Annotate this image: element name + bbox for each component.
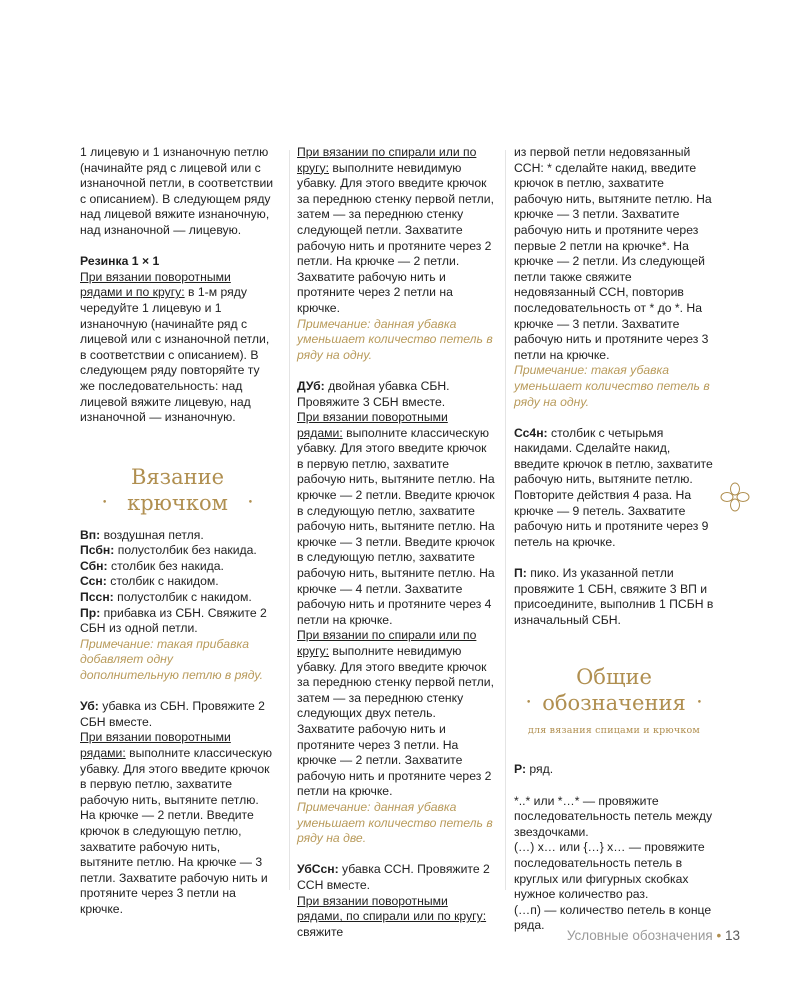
symbol-count: (…п) — количество петель в конце ряда.	[514, 902, 712, 933]
def-text: убавка из СБН. Провяжите 2 СБН вместе.	[80, 699, 265, 729]
rib-condition: При вязании поворотными рядами и по кругу:	[80, 269, 231, 300]
heading-line-1: Вязание	[130, 464, 225, 489]
column-3	[514, 145, 714, 934]
def-text: прибавка из СБН. Свяжите 2 СБН из одной петли.	[80, 605, 267, 636]
page-footer	[540, 928, 740, 943]
footer-bullet: •	[716, 928, 722, 943]
ub-paragraph	[80, 730, 275, 917]
def-term: Сбн:	[80, 558, 108, 573]
ub-body: выполните классическую убавку. Для этого введите крючок в первую петлю, захватите рабочую нить, вытяните петлю. На крючке — 2 петли. Введите крючок в следующую петлю, захватите рабочую нить, вытяните петлю. На крючке — 3 петли. Захватите рабочую нить и протяните через 3 петли на крючке.	[80, 746, 272, 916]
def-term: Пссн:	[80, 590, 114, 605]
heading-line-1: Общие	[576, 665, 652, 690]
ub-condition: При вязании поворотными рядами:	[80, 730, 231, 760]
column-1	[80, 145, 275, 918]
heading-line-2: крючком	[127, 490, 228, 515]
rib-intro-text: 1 лицевую и 1 изнаночную петлю (начинайте ряд с лицевой или с изнаночной петли, в соответствии с описанием). В следующем ряду над лицевой вяжите изнаночную, над изнаночной — лицевую.	[80, 145, 274, 237]
dub-body: выполните классическую убавку. Для этого введите крючок в первую петлю, захватите рабочую нить, вытяните петлю. На крючке — 2 петли. Введите крючок в следующую петлю, захватите рабочую нить, вытяните петлю. На крючке — 3 петли. Введите крючок в следующую петлю, захватите рабочую нить, вытяните петлю. На крючке — 4 петли. Захватите рабочую нить и протяните через 4 петли на крючке.	[297, 425, 495, 627]
ubssn-paragraph	[297, 894, 495, 941]
rib-title: Резинка 1 × 1	[80, 254, 160, 269]
def-term: Пр:	[80, 605, 101, 620]
footer-section-title: Условные обозначения	[566, 928, 713, 943]
heading-dot-left: •	[526, 698, 532, 709]
def-dub	[297, 379, 495, 410]
spiral-condition: При вязании по спирали или по кругу:	[297, 145, 477, 175]
spiral-note-2: Примечание: данная убавка уменьшает количество петель в ряду на две.	[297, 799, 493, 846]
spiral-text: выполните невидимую убавку. Для этого введите крючок за переднюю стенку первой петли, затем — за переднюю стенку следующей петли. Захватите рабочую нить и протяните через 2 петли. На крючке — 2 петли. Захватите рабочую нить и протяните через 2 петли на крючке.	[297, 160, 494, 315]
ubssn-condition: При вязании поворотными рядами, по спирали или по кругу:	[297, 893, 487, 924]
spiral-note-1: Примечание: данная убавка уменьшает количество петель в ряду на одну.	[297, 316, 493, 362]
def-text: двойная убавка СБН. Провяжите 3 СБН вместе.	[297, 378, 450, 409]
def-ssn	[80, 574, 275, 590]
symbol-asterisk: *..* или *…* — провяжите последовательность петель между звездочками.	[514, 793, 713, 839]
def-text: воздушная петля.	[100, 527, 204, 542]
heading-subtitle: для вязания спицами и крючком	[527, 725, 701, 737]
ubssn-continued: из первой петли недовязанный ССН: * сделайте накид, введите крючок в петлю, захватите рабочую нить, вытяните петлю. На крючке — 3 петли. Захватите рабочую нить и протяните через первые 2 петли на крючке*. На крючке — 2 петли. Из следующей петли также свяжите недовязанный ССН, повторив последовательность от * до *. На крючке — 3 петли. Захватите рабочую нить и протяните через 3 петли на крючке.	[514, 145, 712, 362]
flower-ornament-icon	[718, 480, 752, 514]
rib-text: в 1-м ряду чередуйте 1 лицевую и 1 изнаночную (начинайте ряд с лицевой или с изнаночной петли, в соответствии с описанием). В следующем ряду повторяйте ту же последовательность: над лицевой вяжите лицевую, над изнаночной — изнаночную.	[80, 285, 270, 425]
dub-paragraph	[297, 410, 495, 628]
def-term: П:	[514, 566, 527, 581]
heading-dot-right: •	[247, 497, 253, 508]
def-text: полустолбик без накида.	[114, 543, 257, 558]
def-text: столбик с накидом.	[106, 574, 219, 589]
rib-paragraph	[80, 270, 275, 426]
def-text: убавка ССН. Провяжите 2 ССН вместе.	[297, 862, 490, 892]
def-term: Р:	[514, 762, 527, 777]
section-heading-general	[514, 664, 714, 744]
def-pssn	[80, 590, 275, 606]
def-psbn	[80, 543, 275, 559]
def-term: Уб:	[80, 699, 99, 714]
dub-condition: При вязании поворотными рядами:	[297, 410, 448, 440]
section-heading-crochet	[80, 464, 275, 516]
def-ub	[80, 699, 275, 730]
def-r	[514, 762, 714, 778]
spiral-text: выполните невидимую убавку. Для этого введите крючок за переднюю стенку первой петли, затем — за переднюю стенку следующих двух петель. Захватите рабочую нить и протяните через 3 петли. На крючке — 2 петли. Захватите рабочую нить и протяните через 2 петли на крючке.	[297, 644, 494, 799]
column-divider	[289, 150, 290, 890]
column-divider	[505, 150, 506, 890]
def-text: ряд.	[526, 762, 554, 777]
def-cc4n	[514, 426, 714, 551]
ubssn-note: Примечание: такая убавка уменьшает количество петель в ряду на одну.	[514, 363, 710, 409]
def-pr	[80, 606, 275, 637]
spiral-condition: При вязании по спирали или по кругу:	[297, 628, 477, 658]
heading-dot-right: •	[696, 698, 702, 709]
def-term: Сс4н:	[514, 425, 548, 440]
def-term: ДУб:	[297, 378, 325, 393]
def-term: Ссн:	[80, 574, 107, 589]
def-text: столбик без накида.	[107, 558, 224, 573]
heading-line-2: обозначения	[542, 691, 686, 716]
def-term: Вп:	[80, 527, 101, 542]
spiral-paragraph-1	[297, 145, 495, 317]
column-2	[297, 145, 495, 940]
def-term: Псбн:	[80, 543, 115, 558]
symbol-brackets: (…) х… или {…} х… — провяжите последовательность петель в круглых или фигурных скобках нужное количество раз.	[514, 840, 705, 902]
pr-note: Примечание: такая прибавка добавляет одну дополнительную петлю в ряду.	[80, 636, 264, 683]
def-text: полустолбик с накидом.	[113, 590, 252, 605]
ubssn-body: свяжите	[297, 924, 344, 939]
def-text: столбик с четырьмя накидами. Сделайте накид, введите крючок в петлю, захватите рабочую нить, вытяните петлю. Повторите действия 4 раза. На крючке — 9 петель. Захватите рабочую нить и протяните через 9 петель на крючке.	[514, 425, 713, 549]
def-term: УбСсн:	[297, 862, 339, 877]
def-p	[514, 566, 714, 628]
spiral-paragraph-2	[297, 628, 495, 800]
def-vp	[80, 528, 275, 544]
heading-dot-left: •	[102, 497, 108, 508]
def-text: пико. Из указанной петли провяжите 1 СБН, свяжите 3 ВП и присоедините, выполнив 1 ПСБН в изначальный СБН.	[514, 566, 714, 627]
page-number: 13	[724, 928, 740, 943]
def-ubssn	[297, 862, 495, 893]
def-sbn	[80, 559, 275, 575]
